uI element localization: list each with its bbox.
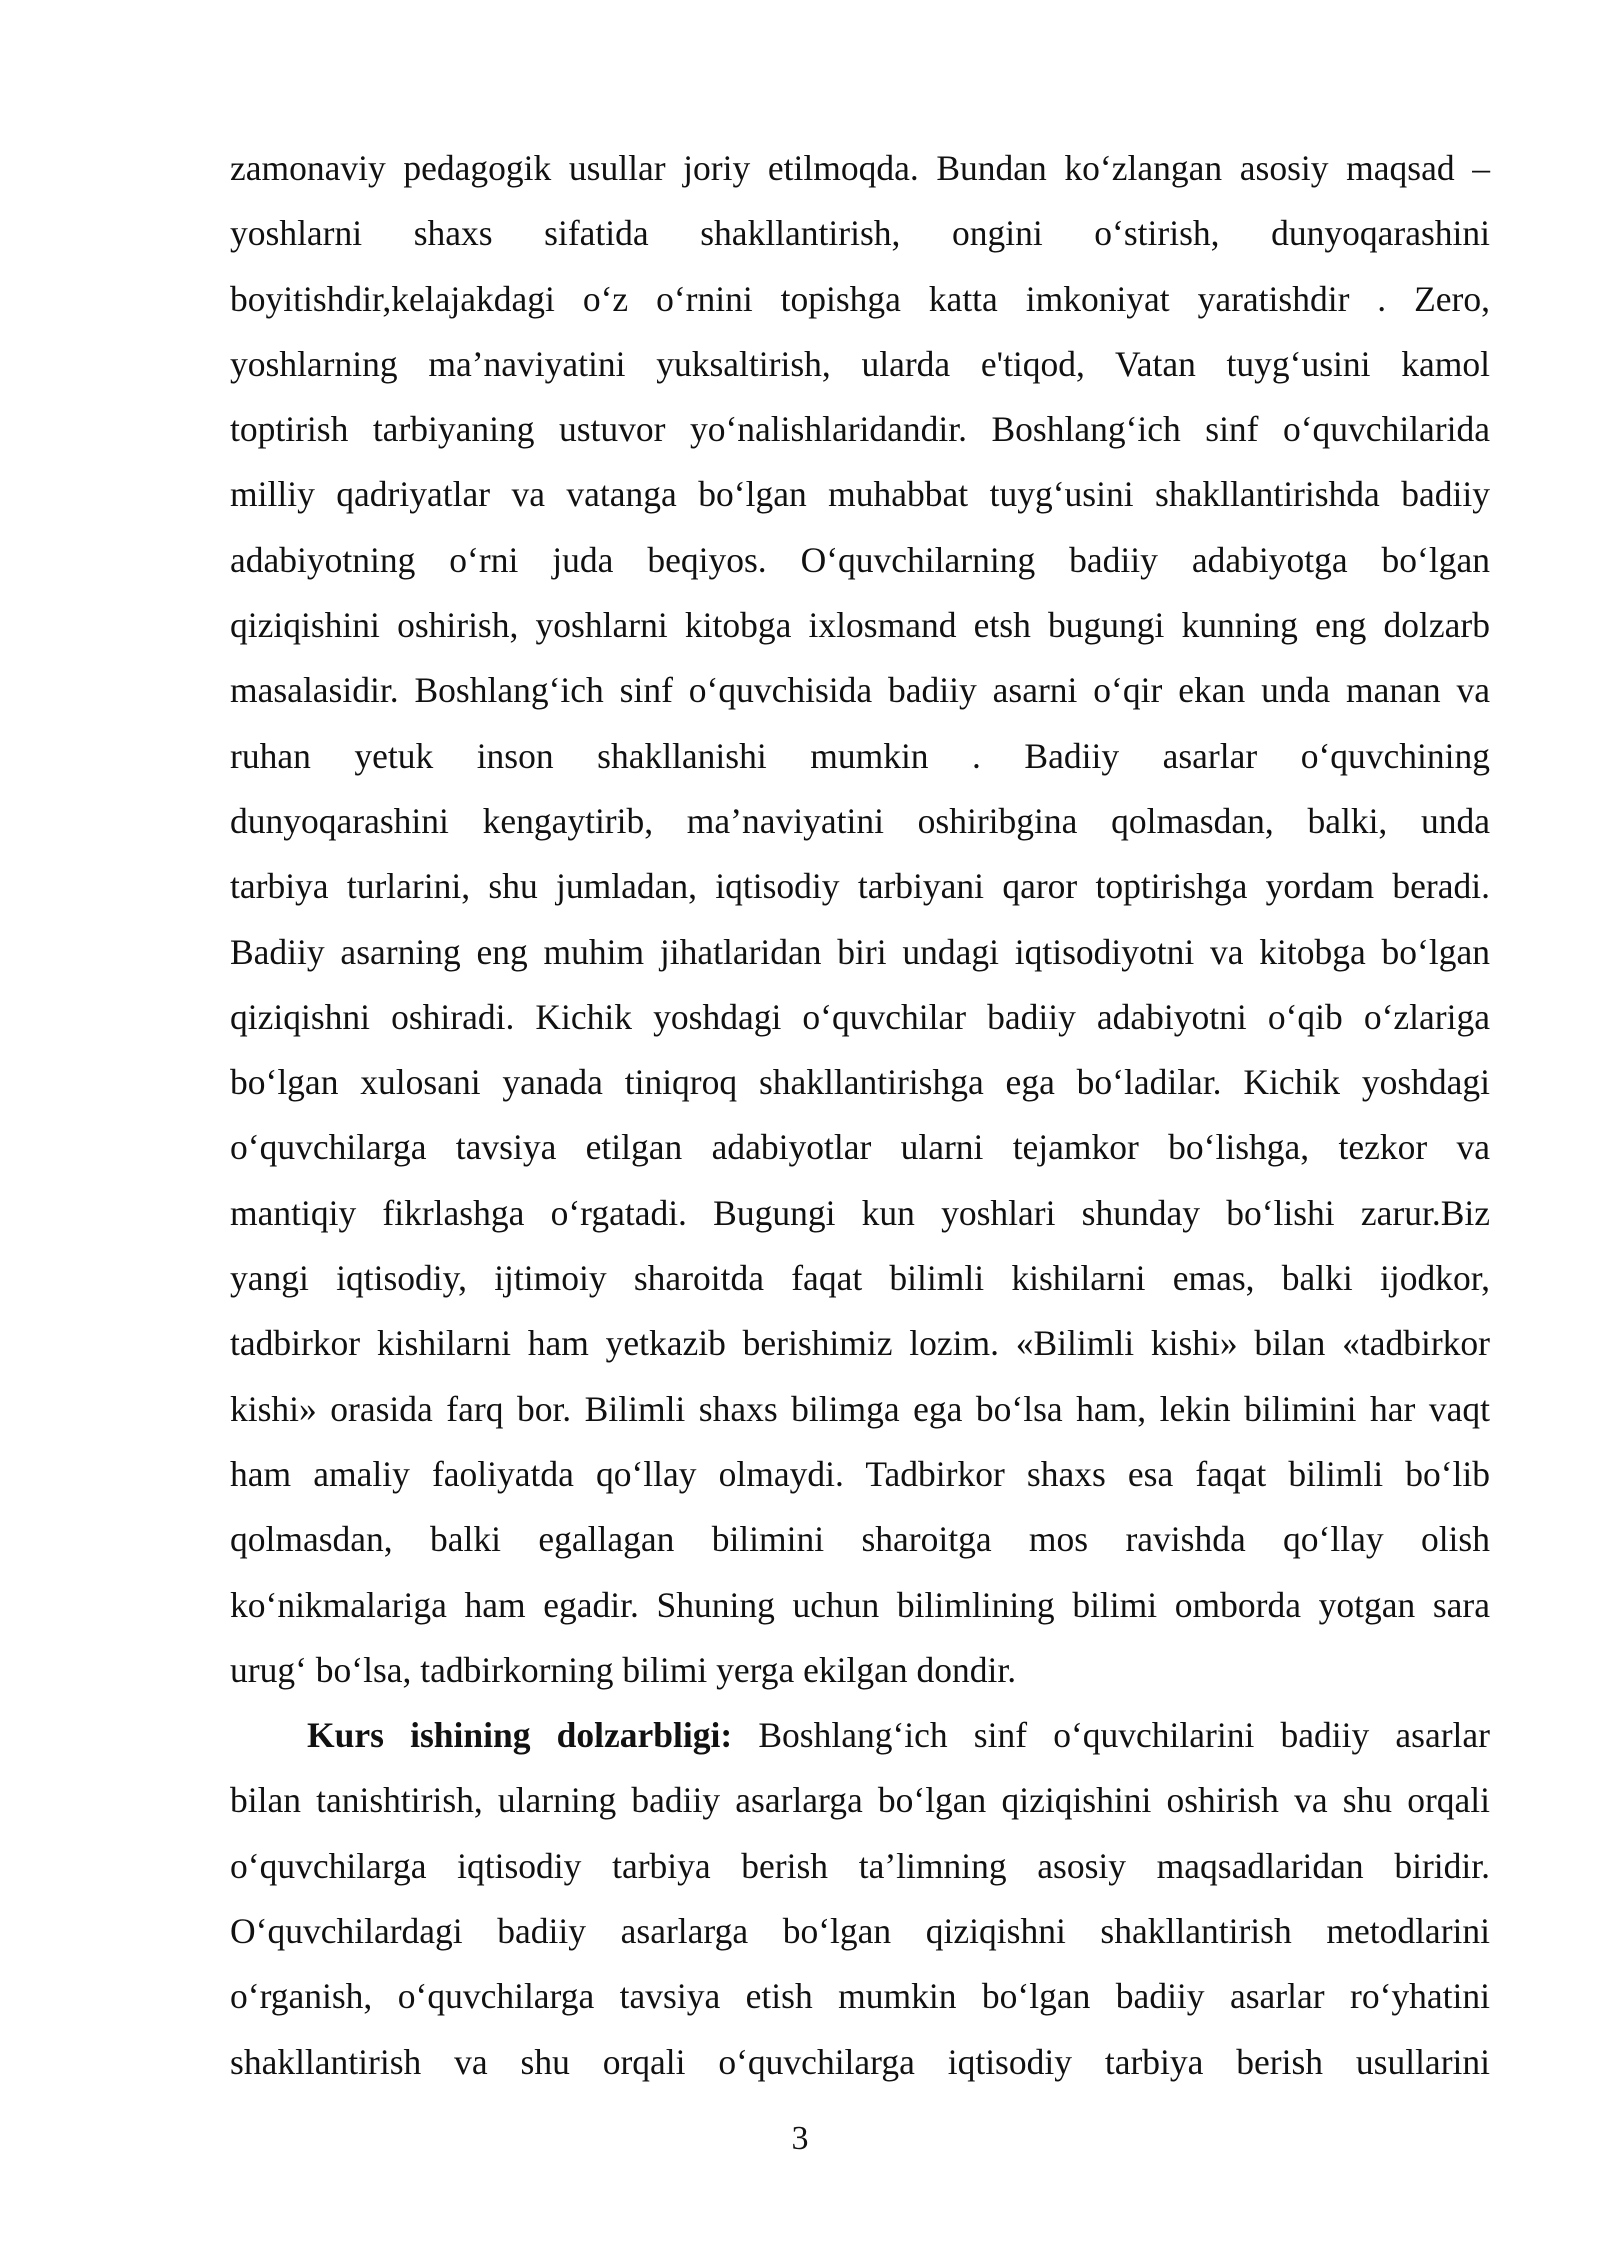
text-line: urug‘ bo‘lsa, tadbirkorning bilimi yerga ekilgan dondir.: [230, 1649, 1017, 1690]
text-line: tarbiya turlarini, shu jumladan, iqtisodiy tarbiyani qaror toptirishga yordam beradi.: [230, 866, 1490, 907]
text-line: ko‘nikmalariga ham egadir. Shuning uchun bilimlining bilimi omborda yotgan sara: [230, 1584, 1490, 1625]
text-line: mantiqiy fikrlashga o‘rgatadi. Bugungi kun yoshlari shunday bo‘lishi zarur.Biz: [230, 1192, 1490, 1233]
text-line: masalasidir. Boshlang‘ich sinf o‘quvchisida badiiy asarni o‘qir ekan unda manan va: [230, 670, 1490, 711]
text-line: qiziqishini oshirish, yoshlarni kitobga ixlosmand etsh bugungi kunning eng dolzarb: [230, 605, 1490, 646]
text-line: shakllantirish va shu orqali o‘quvchilarga iqtisodiy tarbiya berish usullarini: [230, 2041, 1490, 2082]
text-line: o‘quvchilarga tavsiya etilgan adabiyotlar ularni tejamkor bo‘lishga, tezkor va: [230, 1127, 1490, 1168]
text-line: ruhan yetuk inson shakllanishi mumkin . Badiiy asarlar o‘quvchining: [230, 735, 1490, 776]
text-line: bo‘lgan xulosani yanada tiniqroq shakllantirishga ega bo‘ladilar. Kichik yoshdagi: [230, 1062, 1490, 1103]
text-line: milliy qadriyatlar va vatanga bo‘lgan muhabbat tuyg‘usini shakllantirishda badiiy: [230, 474, 1490, 515]
paragraph-2-first-line: [230, 1703, 1490, 1768]
text-line: yangi iqtisodiy, ijtimoiy sharoitda faqat bilimli kishilarni emas, balki ijodkor,: [230, 1258, 1490, 1299]
text-line: bilan tanishtirish, ularning badiiy asarlarga bo‘lgan qiziqishini oshirish va shu orqali: [230, 1780, 1490, 1821]
text-line: dunyoqarashini kengaytirib, ma’naviyatini oshiribgina qolmasdan, balki, unda: [230, 800, 1490, 841]
text-line: yoshlarning ma’naviyatini yuksaltirish, ularda e'tiqod, Vatan tuyg‘usini kamol: [230, 343, 1490, 384]
body-paragraph-2: [230, 1703, 1490, 2095]
page-body: [230, 136, 1490, 2095]
text-line: boyitishdir,kelajakdagi o‘z o‘rnini topishga katta imkoniyat yaratishdir . Zero,: [230, 278, 1490, 319]
text-line: zamonaviy pedagogik usullar joriy etilmoqda. Bundan ko‘zlangan asosiy maqsad –: [230, 148, 1490, 188]
text-line: toptirish tarbiyaning ustuvor yo‘nalishlaridandir. Boshlang‘ich sinf o‘quvchilarida: [230, 409, 1490, 450]
text-line: o‘quvchilarga iqtisodiy tarbiya berish ta’limning asosiy maqsadlaridan biridir.: [230, 1845, 1490, 1886]
text-line: tadbirkor kishilarni ham yetkazib berishimiz lozim. «Bilimli kishi» bilan «tadbirkor: [230, 1323, 1490, 1364]
section-heading-inline: Kurs ishining dolzarbligi:: [307, 1715, 733, 1756]
text-line: adabiyotning o‘rni juda beqiyos. O‘quvchilarning badiiy adabiyotga bo‘lgan: [230, 539, 1490, 580]
paragraph-2-first-line-text: Boshlang‘ich sinf o‘quvchilarini badiiy asarlar: [732, 1715, 1490, 1756]
text-line: O‘quvchilardagi badiiy asarlarga bo‘lgan qiziqishni shakllantirish metodlarini: [230, 1911, 1490, 1952]
text-line: ham amaliy faoliyatda qo‘llay olmaydi. Tadbirkor shaxs esa faqat bilimli bo‘lib: [230, 1453, 1490, 1494]
body-paragraph-1: [230, 136, 1490, 1703]
text-line: kishi» orasida farq bor. Bilimli shaxs bilimga ega bo‘lsa ham, lekin bilimini har vaqt: [230, 1388, 1490, 1429]
text-line: yoshlarni shaxs sifatida shakllantirish, ongini o‘stirish, dunyoqarashini: [230, 213, 1490, 254]
text-line: qolmasdan, balki egallagan bilimini sharoitga mos ravishda qo‘llay olish: [230, 1519, 1490, 1560]
text-line: Badiiy asarning eng muhim jihatlaridan biri undagi iqtisodiyotni va kitobga bo‘lgan: [230, 931, 1490, 972]
text-line: o‘rganish, o‘quvchilarga tavsiya etish mumkin bo‘lgan badiiy asarlar ro‘yhatini: [230, 1976, 1490, 2017]
text-line: qiziqishni oshiradi. Kichik yoshdagi o‘quvchilar badiiy adabiyotni o‘qib o‘zlariga: [230, 996, 1490, 1037]
page-number: 3: [791, 2120, 809, 2157]
